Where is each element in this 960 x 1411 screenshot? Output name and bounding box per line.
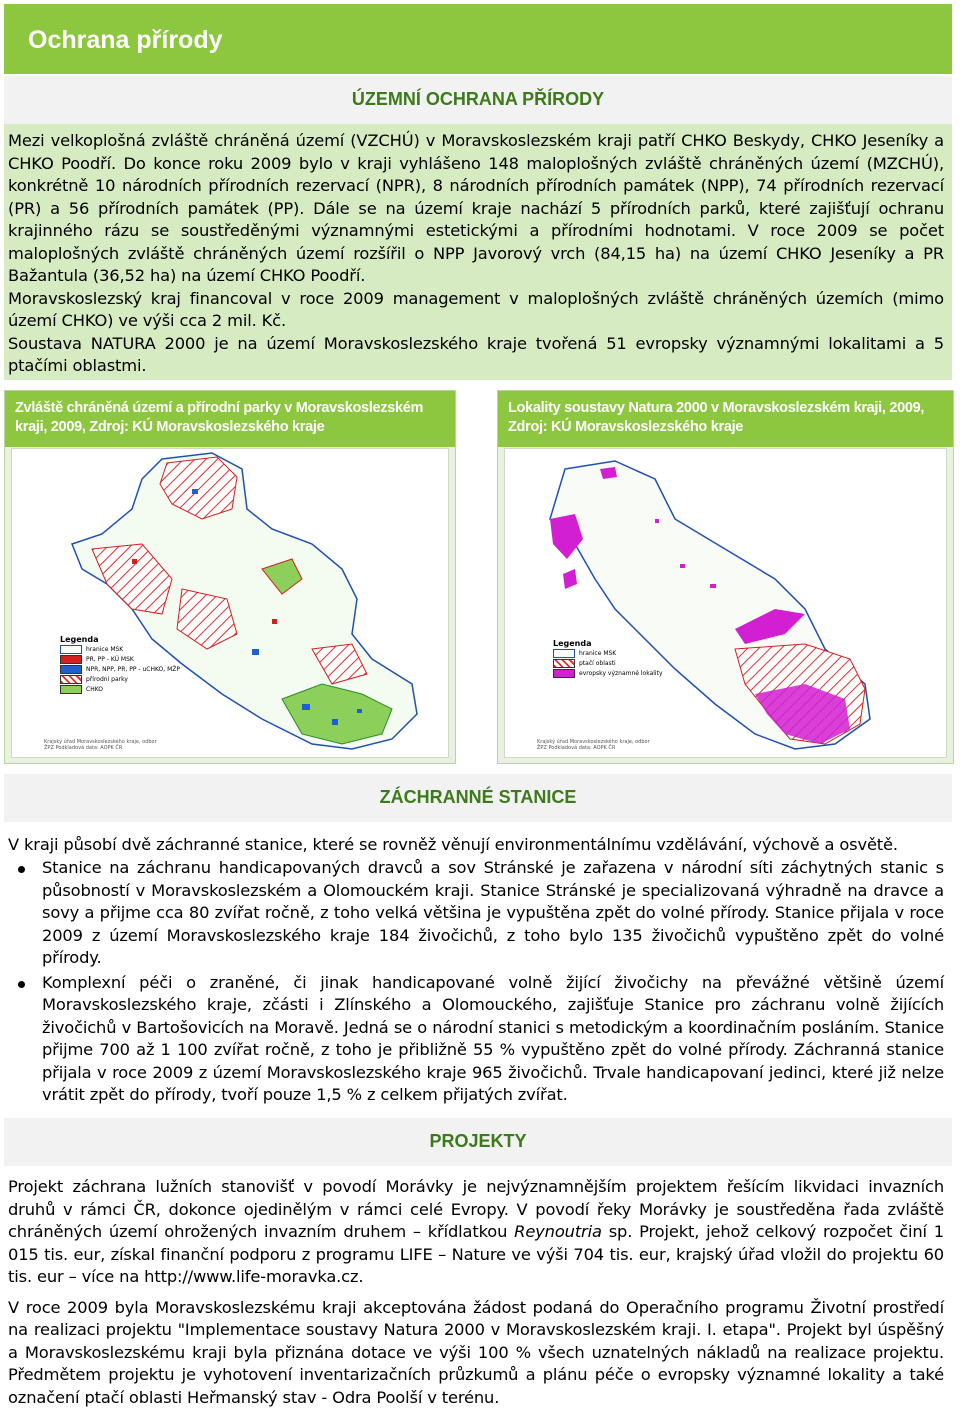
text-run: Projekt záchrana lužních stanovišť v povodí Morávky je nejvýznamnějším projektem řešícím likvidaci invazních druhů v rámci ČR, dokonce ojedinělým v rámci celé Evropy. V povodí řeky Morávky je soustředěna řada zvláště chráněných území ohrožených invazním druhem – křídlatkou — [8, 1177, 944, 1241]
list-item-text: Komplexní péči o zraněné, či jinak handicapované volně žijící živočichy na převážné většině území Moravskoslezského kraje, zčásti i Zlínského a Olomouckého, zajišťuje Stanice pro záchranu volně žijících živočichů v Bartošovicích na Moravě. Jedná se o národní stanici s metodickým a koordinačním posláním. Stanice přijme 700 až 1 100 zvířat ročně, z toho je přibližně 55 % vypuštěno zpět do volné přírody. Záchranná stanice přijala v roce 2009 z území Moravskoslezského kraje 965 živočichů. Trvale handicapovaní jedinci, které již nelze vrátit zpět do přírody, tvoří pouze 1,5 % z celkem přijatých zvířat. — [42, 972, 944, 1104]
legend-swatch — [60, 675, 82, 684]
map-credit: Krajský úřad Moravskoslezského kraje, odbor ŽPZ Podkladová data: AOPK ČR — [537, 739, 650, 751]
paragraph: Moravskoslezský kraj financoval v roce 2009 management v maloplošných zvláště chráněných územích (mimo území CHKO) ve výši cca 2 mil. Kč. — [8, 288, 944, 330]
map-title-bar — [5, 391, 455, 447]
legend-label: hranice MSK — [86, 645, 124, 653]
text-italic: Reynoutria — [514, 1222, 602, 1241]
evl-site — [710, 584, 716, 588]
legend-swatch — [60, 665, 82, 674]
legend-swatch — [553, 659, 575, 668]
legend-label: CHKO — [86, 685, 104, 693]
zchu-site — [357, 709, 362, 713]
legend-swatch — [553, 669, 575, 678]
bullet-icon — [18, 866, 25, 873]
section-heading-zachranne-stanice — [4, 774, 952, 822]
list-item — [8, 857, 944, 970]
section-title: ÚZEMNÍ OCHRANA PŘÍRODY — [351, 89, 605, 109]
map-title-bar — [498, 391, 953, 447]
page-header — [4, 4, 952, 74]
map-image-zchu — [11, 448, 449, 758]
list-item-text: Stanice na záchranu handicapovaných dravců a sov Stránské je zařazena v národní síti záchytných stanic s působností v Moravskoslezském a Olomouckém kraji. Stanice Stránské je specializovaná výhradně na dravce a sovy a přijme cca 80 zvířat ročně, z toho velká většina je vypuštěna zpět do volné přírody. Stanice přijala v roce 2009 z území Moravskoslezského kraje 184 živočichů, z toho bylo 135 živočichů vypuštěno zpět do volné přírody. — [42, 858, 944, 967]
zchu-site — [272, 619, 277, 624]
stations-intro — [8, 834, 944, 857]
legend-swatch — [60, 685, 82, 694]
legend-label: evropsky významné lokality — [579, 669, 663, 677]
zchu-site — [132, 559, 137, 564]
section-title: ZÁCHRANNÉ STANICE — [379, 787, 577, 807]
paragraph: V roce 2009 byla Moravskoslezskému kraji akceptována žádost podaná do Operačního programu Životní prostředí na realizaci projektu "Implementace soustavy Natura 2000 v Moravskoslezském kraji. I. etapa". Projekt byl úspěšný a Moravskoslezskému kraji byla přiznána dotace ve výši 100 % všech uznatelných nákladů na realizace projektu. Předmětem projektu je vyhotovení inventarizačních průzkumů a plánu péče o evropsky významné lokality a také označení ptačí oblasti Heřmanský stav - Odra Poolší v terénu. — [8, 1297, 944, 1407]
paragraph: V kraji působí dvě záchranné stanice, které se rovněž věnují environmentálnímu vzdělávání, výchově a osvětě. — [8, 835, 898, 854]
evl-site — [655, 519, 659, 523]
legend-label: PR, PP - KÚ MSK — [86, 655, 134, 663]
evl-site — [600, 467, 617, 479]
map-legend — [553, 639, 663, 678]
map-svg — [505, 449, 946, 757]
zchu-site — [302, 704, 310, 710]
map-image-natura — [504, 448, 947, 758]
evl-site — [680, 564, 685, 568]
list-item — [8, 972, 944, 1107]
legend-title: Legenda — [60, 635, 99, 644]
projects-text — [8, 1176, 944, 1409]
paragraph: Mezi velkoplošná zvláště chráněná území (VZCHÚ) v Moravskoslezském kraji patří CHKO Beskydy, CHKO Jeseníky a CHKO Poodří. Do konce roku 2009 bylo v kraji vyhlášeno 148 maloplošných zvláště chráněných území (MZCHÚ), konkrétně 10 národních přírodních rezervací (NPR), 8 národních přírodních památek (NPP), 74 přírodních rezervací (PR) a 56 přírodních památek (PP). Dále se na území kraje nachází 5 přírodních parků, které zajišťují ochranu krajinného rázu se soustředěnými významnými estetickými a přírodními hodnotami. V roce 2009 se počet maloplošných zvláště chráněných území rozšířil o NPP Javorový vrch (84,15 ha) na území CHKO Jeseníky a PR Bažantula (36,52 ha) na území CHKO Poodří. — [8, 131, 944, 285]
section-title: PROJEKTY — [429, 1131, 527, 1151]
legend-label: přírodní parky — [86, 675, 128, 683]
stations-list — [8, 857, 944, 1107]
text-run: sp. Projekt, jehož celkový rozpočet činí 1 015 tis. eur, získal finanční podporu z programu LIFE – Nature ve výši 704 tis. eur, krajský úřad vložil do projektu 60 tis. eur – více na http://www.life-moravka.cz. — [8, 1222, 945, 1286]
map-title: Lokality soustavy Natura 2000 v Moravskoslezském kraji, 2009, Zdroj: KÚ Moravskoslezského kraje — [508, 400, 925, 435]
legend-label: NPR, NPP, PR, PP - uCHKO, MŽP — [86, 665, 180, 673]
legend-swatch — [553, 649, 575, 658]
zchu-site — [332, 719, 338, 725]
map-credit: Krajský úřad Moravskoslezského kraje, odbor ŽPZ Podkladová data: AOPK ČR — [44, 739, 157, 751]
paragraph: Soustava NATURA 2000 je na území Moravskoslezského kraje tvořená 51 evropsky významnými lokalitami a 5 ptačími oblastmi. — [8, 333, 944, 375]
legend-label: hranice MSK — [579, 649, 617, 657]
intro-text — [8, 130, 944, 378]
map-panel-right — [497, 390, 954, 764]
legend-swatch — [60, 645, 82, 654]
section-heading-projekty — [4, 1118, 952, 1166]
evl-site — [563, 569, 577, 589]
section-heading-uzemni-ochrana — [4, 76, 952, 124]
map-legend — [60, 635, 180, 694]
zchu-site — [192, 489, 198, 494]
page-title: Ochrana přírody — [28, 26, 223, 54]
legend-title: Legenda — [553, 639, 592, 648]
zchu-site — [252, 649, 259, 655]
paragraph — [8, 1176, 944, 1289]
bullet-icon — [18, 981, 25, 988]
map-panel-left — [4, 390, 456, 764]
legend-label: ptačí oblasti — [579, 659, 616, 667]
legend-swatch — [60, 655, 82, 664]
map-svg — [12, 449, 448, 757]
map-title: Zvláště chráněná území a přírodní parky v Moravskoslezském kraji, 2009, Zdroj: KÚ Moravskoslezského kraje — [15, 400, 424, 435]
